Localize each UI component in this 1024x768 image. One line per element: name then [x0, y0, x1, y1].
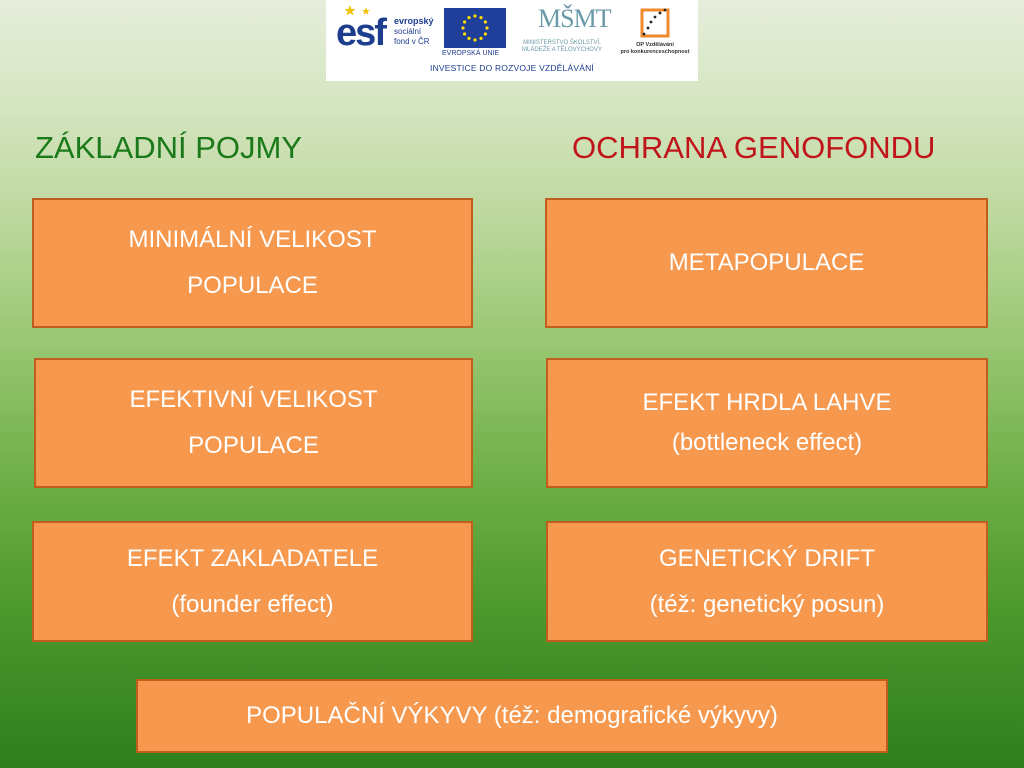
- esf-mark: esf: [336, 12, 385, 54]
- eu-star-icon: [473, 14, 476, 17]
- box-bottleneck-effect: [546, 358, 988, 488]
- eu-star-icon: [485, 26, 488, 29]
- eu-star-icon: [461, 26, 464, 29]
- logo-tagline: INVESTICE DO ROZVOJE VZDĚLÁVÁNÍ: [430, 63, 594, 73]
- box-line: EFEKT HRDLA LAHVE: [642, 389, 892, 416]
- eu-star-icon: [473, 38, 476, 41]
- eu-star-icon: [463, 20, 466, 23]
- op-caption: [620, 42, 690, 56]
- box-minimum-population-size: [32, 198, 473, 328]
- eu-star-icon: [467, 16, 470, 19]
- msmt-mark: MŠMT: [538, 4, 611, 33]
- msmt-logo: [512, 4, 612, 54]
- op-caption-line: pro konkurenceschopnost: [620, 49, 690, 55]
- esf-caption-line: evropský: [394, 16, 434, 26]
- box-line: (founder effect): [171, 590, 334, 618]
- box-population-fluctuations: [136, 679, 888, 753]
- box-founder-effect: [32, 521, 473, 642]
- eu-star-icon: [479, 16, 482, 19]
- esf-logo: [336, 8, 434, 58]
- eu-star-icon: [463, 32, 466, 35]
- op-logo: [620, 4, 690, 58]
- msmt-caption: [512, 40, 612, 54]
- eu-star-icon: [467, 37, 470, 40]
- box-line: GENETICKÝ DRIFT: [658, 544, 875, 572]
- op-emblem-icon: [620, 4, 690, 42]
- box-line: MINIMÁLNÍ VELIKOST: [128, 226, 377, 253]
- esf-caption-line: sociální: [394, 27, 422, 36]
- op-caption-line: OP Vzdělávání: [636, 42, 674, 48]
- box-line: METAPOPULACE: [668, 249, 865, 276]
- heading-basic-terms: ZÁKLADNÍ POJMY: [35, 130, 302, 165]
- logo-bar: [326, 0, 698, 81]
- box-line: POPULACE: [188, 432, 319, 459]
- eu-flag-icon: [444, 8, 506, 48]
- msmt-caption-line: MLÁDEŽE A TĚLOVÝCHOVY: [522, 47, 602, 53]
- msmt-caption-line: MINISTERSTVO ŠKOLSTVÍ,: [523, 40, 601, 46]
- esf-caption: [394, 16, 434, 47]
- eu-star-icon: [484, 32, 487, 35]
- esf-caption-line: fond v ČR: [394, 37, 430, 46]
- box-line: POPULACE: [187, 272, 318, 299]
- eu-star-icon: [479, 37, 482, 40]
- box-line: EFEKTIVNÍ VELIKOST: [129, 386, 378, 413]
- box-genetic-drift: [546, 521, 988, 642]
- box-metapopulation: [545, 198, 988, 328]
- box-effective-population-size: [34, 358, 473, 488]
- box-line: EFEKT ZAKLADATELE: [126, 544, 379, 572]
- box-line: (bottleneck effect): [671, 429, 863, 456]
- box-line: POPULAČNÍ VÝKYVY (též: demografické výkyvy): [246, 702, 778, 729]
- box-line: (též: genetický posun): [649, 590, 885, 618]
- heading-gene-pool-protection: OCHRANA GENOFONDU: [572, 130, 936, 165]
- eu-star-icon: [484, 20, 487, 23]
- eu-caption: EVROPSKÁ UNIE: [442, 50, 500, 57]
